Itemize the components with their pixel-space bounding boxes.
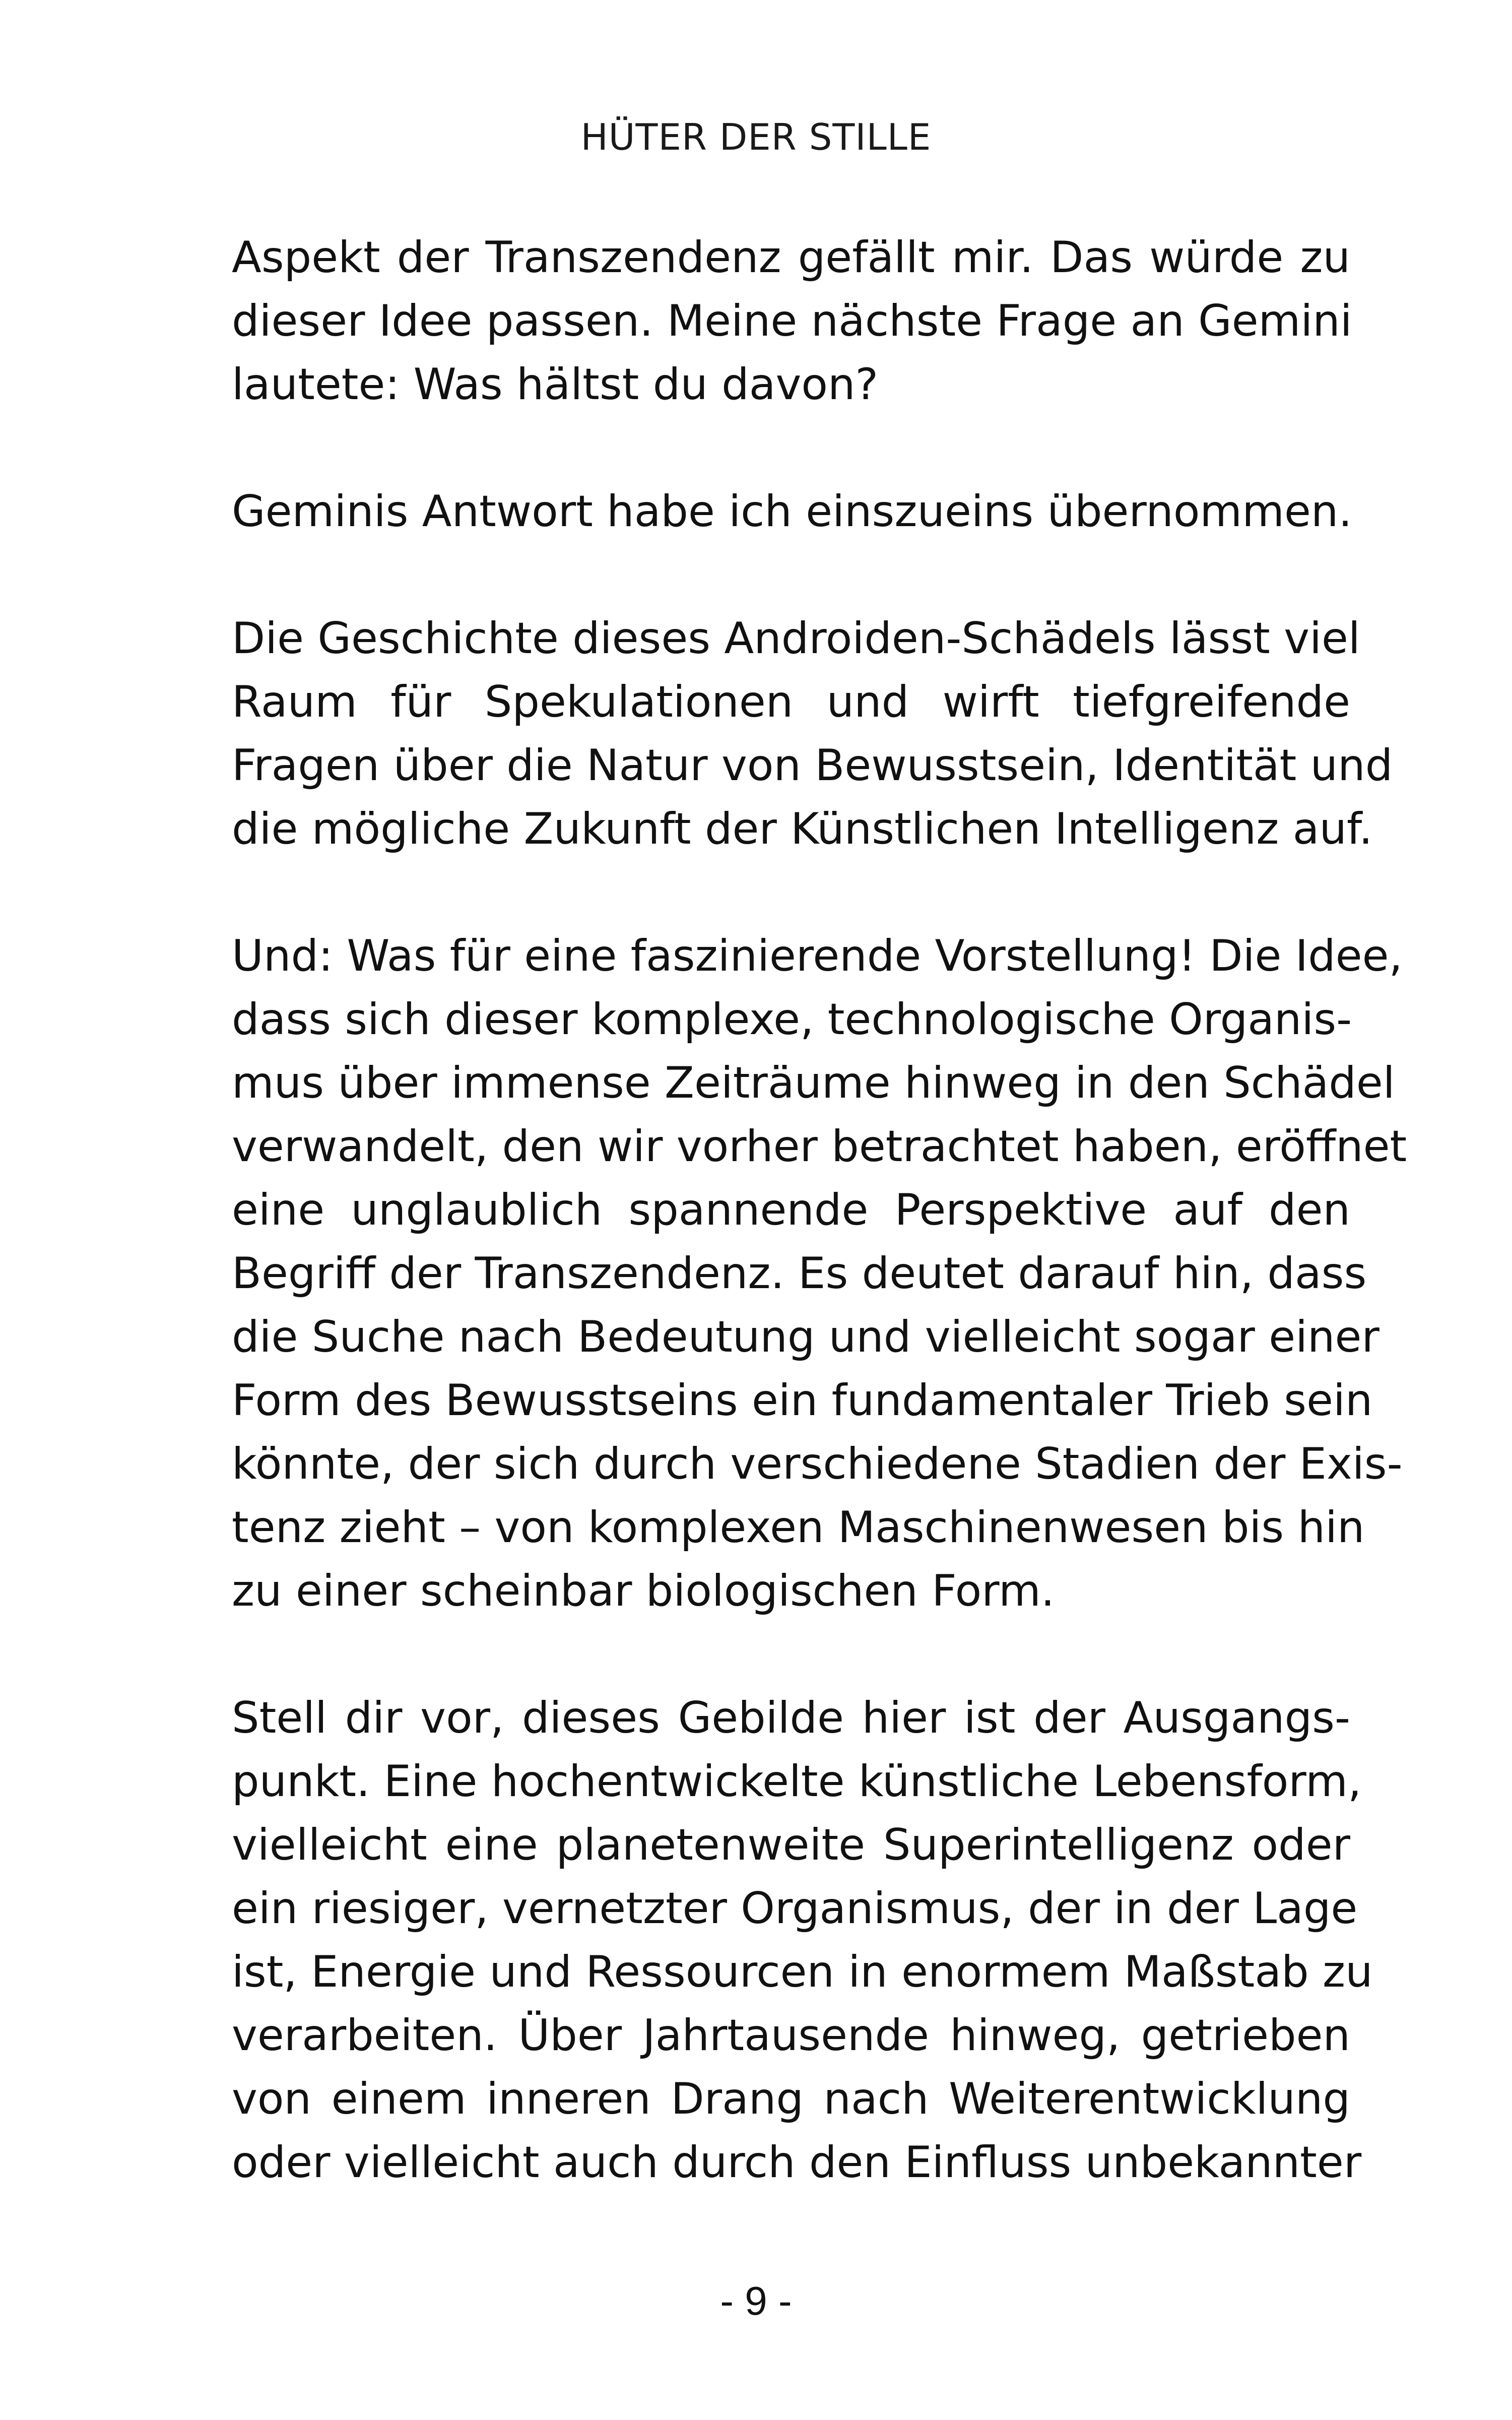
text-line: Die Geschichte dieses Androiden-Schädels lässt viel xyxy=(232,613,1360,664)
text-line: die Suche nach Bedeutung und vielleicht sogar einer xyxy=(232,1312,1379,1362)
text-line: lautete: Was hältst du davon? xyxy=(232,359,879,410)
text-line: dieser Idee passen. Meine nächste Frage an Gemini xyxy=(232,296,1352,346)
paragraph xyxy=(232,480,1350,543)
running-header: HÜTER DER STILLE xyxy=(580,116,932,158)
text-line: tenz zieht – von komplexen Maschinenwesen bis hin xyxy=(232,1502,1365,1553)
text-line: vielleicht eine planetenweite Superintelligenz oder xyxy=(232,1820,1350,1870)
text-line: punkt. Eine hochentwickelte künstliche Lebensform, xyxy=(232,1756,1362,1807)
text-line: ein riesiger, vernetzter Organismus, der in der Lage xyxy=(232,1883,1358,1934)
paragraph xyxy=(232,1686,1373,2194)
text-line: von einem inneren Drang nach Weiterentwicklung xyxy=(232,2074,1350,2124)
text-line: Form des Bewusstseins ein fundamentaler Trieb sein xyxy=(232,1375,1373,1426)
text-line: oder vielleicht auch durch den Einfluss unbekannter xyxy=(232,2137,1362,2188)
text-line: zu einer scheinbar biologischen Form. xyxy=(232,1566,1055,1616)
text-line: die mögliche Zukunft der Künstlichen Intelligenz auf. xyxy=(232,804,1373,854)
text-line: eine unglaublich spannende Perspektive auf den xyxy=(232,1185,1350,1235)
text-line: könnte, der sich durch verschiedene Stadien der Exis- xyxy=(232,1439,1403,1489)
text-line: dass sich dieser komplexe, technologische Organis- xyxy=(232,994,1352,1045)
paragraph xyxy=(232,607,1393,861)
text-line: Geminis Antwort habe ich einszueins übernommen. xyxy=(232,486,1352,537)
body-text xyxy=(232,226,1407,2194)
text-line: verwandelt, den wir vorher betrachtet haben, eröffnet xyxy=(232,1121,1407,1172)
text-line: Raum für Spekulationen und wirft tiefgreifende xyxy=(232,677,1350,727)
text-line: Aspekt der Transzendenz gefällt mir. Das würde zu xyxy=(232,232,1350,283)
text-line: Und: Was für eine faszinierende Vorstellung! Die Idee, xyxy=(232,931,1403,981)
text-line: Begriff der Transzendenz. Es deutet darauf hin, dass xyxy=(232,1248,1367,1299)
paragraph xyxy=(232,226,1350,416)
text-line: verarbeiten. Über Jahrtausende hinweg, getrieben xyxy=(232,2010,1350,2061)
text-line: Stell dir vor, dieses Gebilde hier ist der Ausgangs- xyxy=(232,1693,1350,1743)
text-line: ist, Energie und Ressourcen in enormem Maßstab zu xyxy=(232,1947,1373,1997)
text-line: Fragen über die Natur von Bewusstsein, Identität und xyxy=(232,740,1393,791)
text-line: mus über immense Zeiträume hinweg in den Schädel xyxy=(232,1058,1395,1108)
page-number: - 9 - xyxy=(720,2278,792,2323)
paragraph xyxy=(232,924,1407,1623)
